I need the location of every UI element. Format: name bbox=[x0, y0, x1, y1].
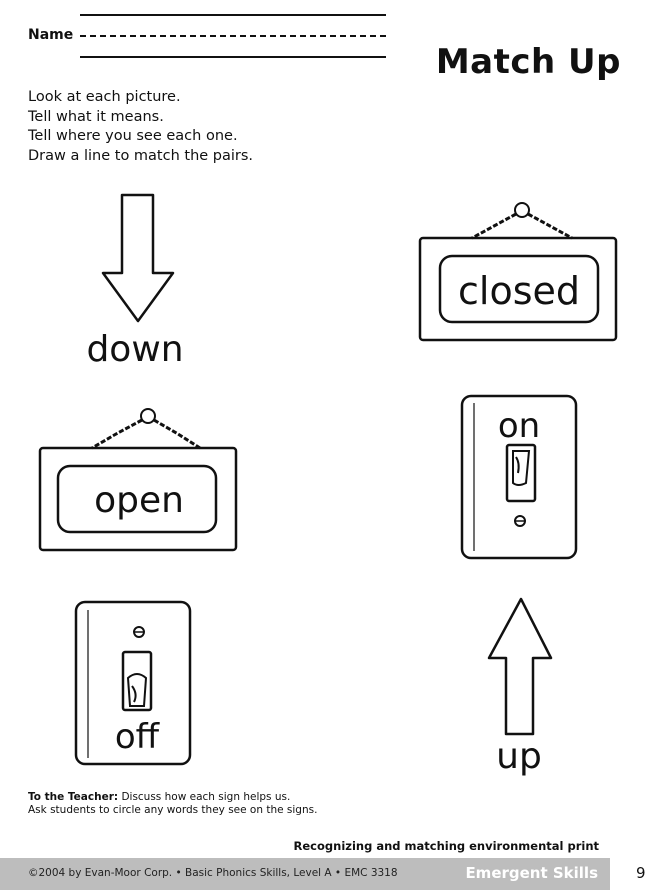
toggle-up-icon bbox=[507, 445, 535, 501]
up-arrow-icon bbox=[489, 599, 551, 734]
up-arrow-picture[interactable] bbox=[478, 596, 568, 781]
open-sign-picture[interactable] bbox=[36, 404, 242, 554]
on-switch-picture[interactable] bbox=[460, 393, 580, 563]
section-label: Emergent Skills bbox=[465, 864, 598, 882]
name-bottom-rule bbox=[80, 56, 386, 58]
off-switch-picture[interactable] bbox=[74, 600, 194, 770]
instruction-line: Tell where you see each one. bbox=[28, 128, 238, 144]
down-label: down bbox=[86, 329, 184, 370]
name-dashed-rule bbox=[80, 35, 386, 37]
instruction-line: Look at each picture. bbox=[28, 89, 181, 105]
teacher-note-line1: Discuss how each sign helps us. bbox=[121, 791, 291, 803]
instruction-line: Draw a line to match the pairs. bbox=[28, 147, 254, 164]
page-title: Match Up bbox=[435, 42, 621, 82]
hanging-chain-icon bbox=[92, 409, 200, 448]
copyright-text: ©2004 by Evan-Moor Corp. • Basic Phonics Skills, Level A • EMC 3318 bbox=[28, 867, 398, 879]
name-field[interactable] bbox=[28, 10, 388, 60]
footer-bar bbox=[0, 858, 610, 890]
off-label: off bbox=[114, 717, 160, 757]
down-arrow-picture[interactable] bbox=[86, 193, 190, 373]
open-label: open bbox=[94, 480, 184, 521]
teacher-note bbox=[28, 791, 317, 817]
closed-label: closed bbox=[458, 269, 580, 313]
down-arrow-icon bbox=[103, 195, 173, 321]
hanging-chain-icon bbox=[472, 203, 572, 238]
instructions bbox=[28, 88, 253, 166]
toggle-down-icon bbox=[123, 652, 151, 710]
instruction-line: Tell what it means. bbox=[28, 108, 164, 125]
on-label: on bbox=[497, 406, 541, 446]
teacher-note-line2: Ask students to circle any words they see on the signs. bbox=[28, 804, 318, 816]
teacher-note-heading: To the Teacher: bbox=[28, 791, 119, 803]
page-number: 9 bbox=[636, 864, 646, 882]
skill-subtitle: Recognizing and matching environmental print bbox=[293, 839, 599, 853]
up-label: up bbox=[496, 736, 542, 777]
name-top-rule bbox=[80, 14, 386, 16]
closed-sign-picture[interactable] bbox=[416, 198, 622, 348]
name-label: Name bbox=[28, 27, 74, 43]
